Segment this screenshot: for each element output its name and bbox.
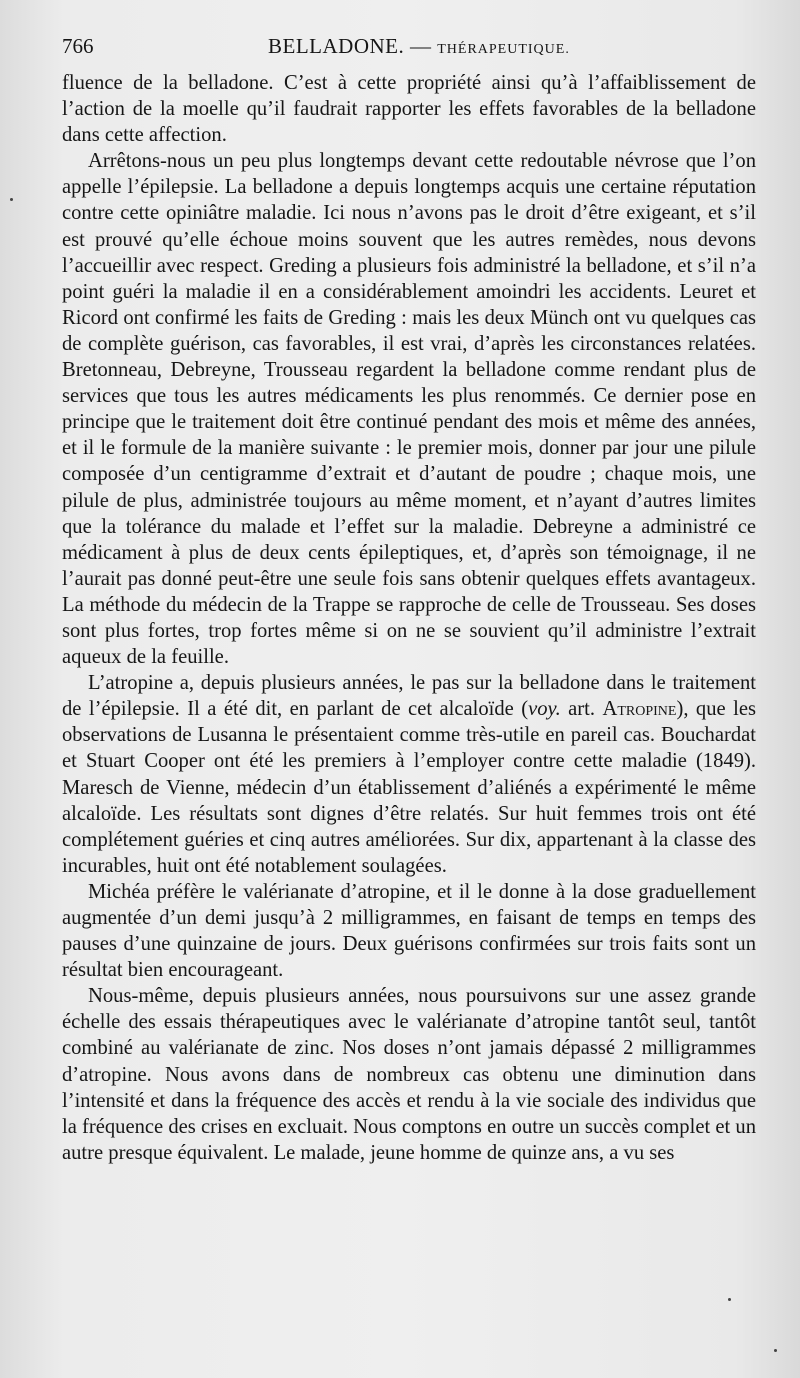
body-text (62, 70, 756, 1166)
page-number: 766 (62, 34, 94, 58)
paragraph-4: Michéa préfère le valérianate d’atropine, et il le donne à la dose graduellement augmentée d’un demi jusqu’à 2 milligrammes, en faisant de temps en temps des pauses d’une quinzaine de jours. Deux guérisons confirmées sur trois faits sont un résultat bien encourageant. (62, 880, 756, 982)
running-head (268, 34, 570, 59)
scan-speck (728, 1298, 731, 1301)
paragraph-1: fluence de la belladone. C’est à cette propriété ainsi qu’à l’affaiblissement de l’action de la moelle qu’il faudrait rapporter les effets favorables de la belladone dans cette affection. (62, 72, 756, 147)
paragraph-2: Arrêtons-nous un peu plus longtemps devant cette redoutable névrose que l’on appelle l’épilepsie. La belladone a depuis longtemps acquis une certaine réputation contre cette opiniâtre maladie. Ici nous n’avons pas le droit d’être exigeant, et s’il est prouvé qu’elle échoue moins souvent que les autres remèdes, nous devons l’accueillir avec respect. Greding a plusieurs fois administré la belladone, et s’il n’a point guéri la maladie il en a considérablement amoindri les accidents. Leuret et Ricord ont confirmé les faits de Greding : mais les deux Münch ont vu quelques cas de complète guérison, cas favorables, il est vrai, d’après les circonstances relatées. Bretonneau, Debreyne, Trousseau regardent la belladone comme rendant plus de services que tous les autres médicaments les plus renommés. Ce dernier pose en principe que le traitement doit être continué pendant des mois et même des années, et il le formule de la manière suivante : le premier mois, donner par jour une pilule composée d’un centigramme d’extrait et d’autant de poudre ; chaque mois, une pilule de plus, administrée toujours au même moment, et n’ayant d’autres limites que la tolérance du malade et l’effet sur la maladie. Debreyne a administré ce médicament à plus de deux cents épileptiques, et, d’après son témoignage, il ne l’aurait pas donné peut-être une seule fois sans obtenir quelques effets avantageux. La méthode du médecin de la Trappe se rapproche de celle de Trousseau. Ses doses sont plus fortes, trop fortes même si on ne se souvient qu’il administre l’extrait aqueux de la feuille. (62, 150, 756, 669)
scan-speck (10, 198, 13, 201)
scan-speck (774, 1349, 777, 1352)
paragraph-3 (62, 670, 756, 879)
running-head-section: THÉRAPEUTIQUE. (437, 42, 570, 57)
paragraph-3-text-mid: art. (560, 698, 603, 721)
running-head-title: BELLADONE. (268, 34, 405, 58)
paragraph-5: Nous-même, depuis plusieurs années, nous poursuivons sur une assez grande échelle des essais thérapeutiques avec le valérianate d’atropine tantôt seul, tantôt combiné au valérianate de zinc. Nos doses n’ont jamais dépassé 2 milligrammes d’atropine. Nous avons dans de nombreux cas obtenu une diminution dans l’intensité et dans la fréquence des accès et rendu à la vie sociale des individus que la fréquence des crises en excluait. Nous comptons en outre un succès complet et un autre presque équivalent. Le malade, jeune homme de quinze ans, a vu ses (62, 985, 756, 1164)
paragraph-3-text-after: ), que les observations de Lusanna le présentaient comme très-utile en pareil cas. Bouchardat et Stuart Cooper ont été les premiers à l’employer contre cette maladie (1849). Maresch de Vienne, médecin d’un établissement d’aliénés a expérimenté le même alcaloïde. Les résultats sont dignes d’être relatés. Sur huit femmes trois ont été complétement guéries et cinq autres améliorées. Sur dix, appartenant à la classe des incurables, huit ont été notablement soulagées. (62, 698, 756, 877)
running-head-dash: — (409, 34, 432, 58)
paragraph-3-italic: voy. (528, 698, 561, 721)
paragraph-3-text-before: L’atropine a, depuis plusieurs années, le pas sur la belladone dans le traitement de l’épilepsie. Il a été dit, en parlant de cet alcaloïde ( (62, 672, 756, 721)
page-header (62, 34, 762, 64)
paragraph-3-small-caps: Atropine (602, 698, 677, 721)
